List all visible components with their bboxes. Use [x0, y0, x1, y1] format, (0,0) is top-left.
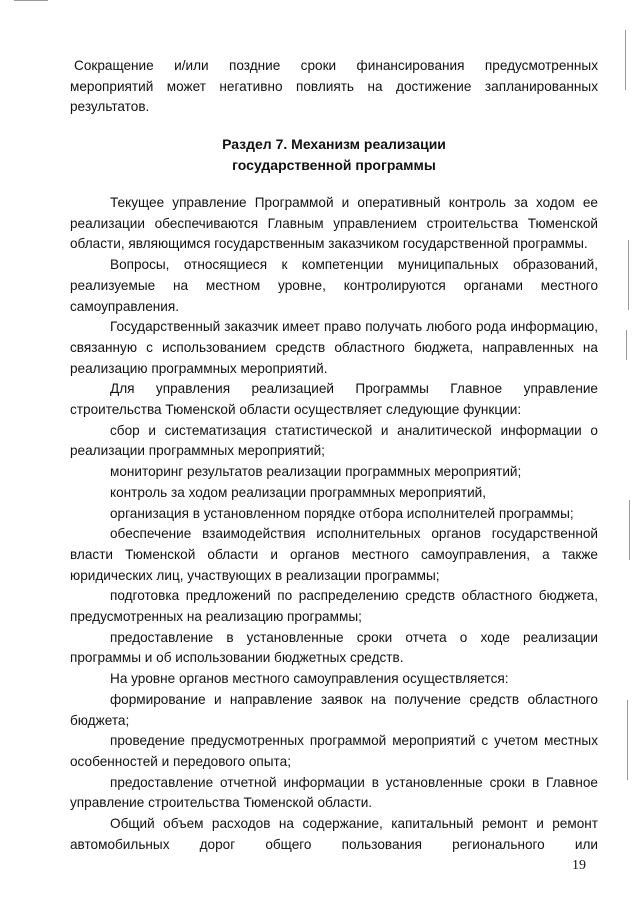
scan-edge-mark — [628, 240, 629, 310]
list-item: подготовка предложений по распределению средств областного бюджета, предусмотренных на реализацию программы; — [70, 588, 598, 625]
intro-paragraph: Сокращение и/или поздние сроки финансирования предусмотренных мероприятий может негативно повлиять на достижение запланированных результатов. — [70, 58, 598, 115]
scan-edge-mark — [625, 30, 626, 90]
list-item: обеспечение взаимодействия исполнительных органов государственной власти Тюменской области и органов местного самоуправления, а также юридических лиц, участвующих в реализации программы; — [70, 526, 598, 583]
scan-edge-mark — [14, 0, 48, 1]
list-item: сбор и систематизация статистической и аналитической информации о реализации программных мероприятий; — [70, 422, 598, 459]
paragraph: На уровне органов местного самоуправления осуществляется: — [110, 671, 509, 687]
section-title-line-2: государственной программы — [232, 157, 436, 173]
intro-block — [70, 56, 598, 118]
paragraph: Текущее управление Программой и оперативный контроль за ходом ее реализации обеспечиваются Главным управлением строительства Тюменской области, являющимся государственным заказчиком государственной программы. — [70, 195, 598, 252]
scan-edge-mark — [629, 500, 630, 560]
section-title-line-1: Раздел 7. Механизм реализации — [222, 136, 446, 152]
paragraph: Государственный заказчик имеет право получать любого рода информацию, связанную с использованием средств областного бюджета, направленных на реализацию программных мероприятий. — [70, 319, 598, 376]
list-item: контроль за ходом реализации программных мероприятий, — [110, 484, 487, 500]
list-item: проведение предусмотренных программой мероприятий с учетом местных особенностей и передового опыта; — [70, 733, 598, 769]
page-number: 19 — [572, 858, 586, 873]
section-heading — [70, 134, 598, 176]
list-item: организация в установленном порядке отбора исполнителей программы; — [110, 505, 574, 521]
list-item: предоставление отчетной информации в установленные сроки в Главное управление строительства Тюменской области. — [70, 774, 598, 811]
scan-edge-mark — [627, 700, 628, 780]
paragraph: Для управления реализацией Программы Главное управление строительства Тюменской области осуществляет следующие функции: — [70, 381, 598, 418]
paragraph: Вопросы, относящиеся к компетенции муниципальных образований, реализуемые на местном уровне, контролируются органами местного самоуправления. — [70, 257, 598, 314]
section-body — [70, 193, 598, 856]
paragraph: Общий объем расходов на содержание, капитальный ремонт и ремонт автомобильных дорог общего пользования регионального или — [70, 816, 598, 852]
scan-edge-mark — [626, 330, 627, 360]
list-item: предоставление в установленные сроки отчета о ходе реализации программы и об использовании бюджетных средств. — [70, 629, 598, 666]
list-item: мониторинг результатов реализации программных мероприятий; — [110, 464, 522, 480]
list-item: формирование и направление заявок на получение средств областного бюджета; — [70, 691, 598, 728]
